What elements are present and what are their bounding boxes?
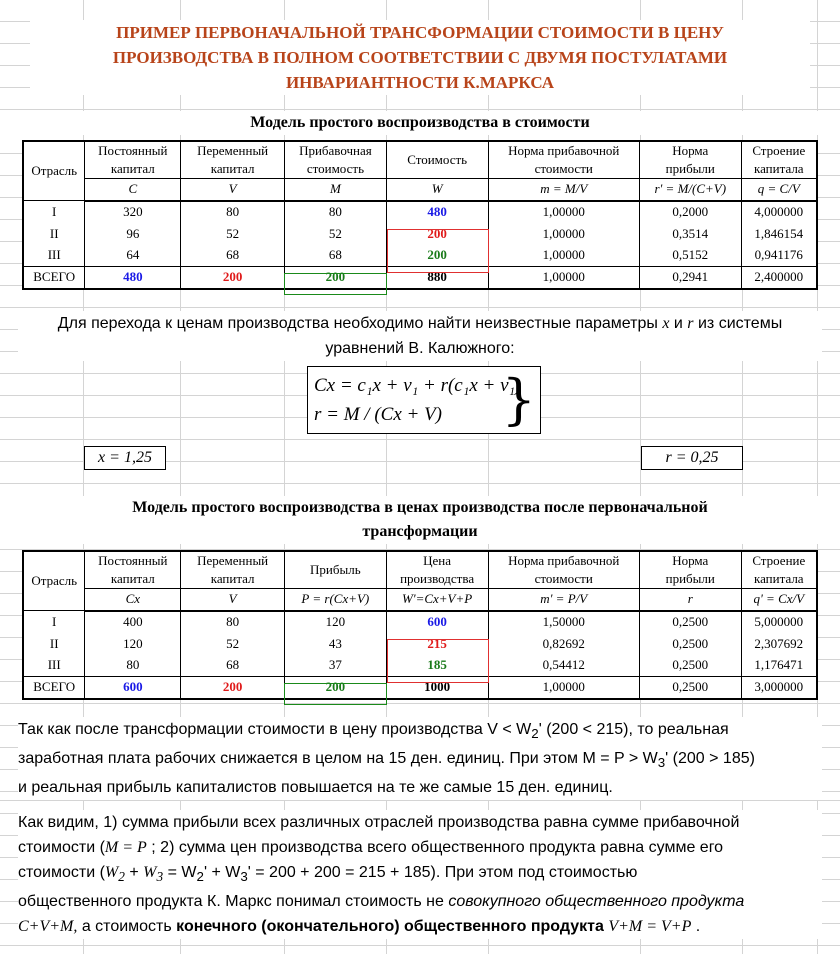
- col-header-constant: Постоянный капитал: [85, 551, 181, 589]
- table-cell: 37: [285, 655, 387, 677]
- equation-line-1: Cx = c₁x + v₁ + r(c₁x + v₁): [314, 375, 522, 396]
- table-cell: III: [23, 245, 85, 267]
- symbol-cell: V: [181, 589, 285, 611]
- table-cell: 64: [85, 245, 181, 267]
- table-cell: ВСЕГО: [23, 677, 85, 699]
- table-cell: 80: [85, 655, 181, 677]
- title-line-3: ИНВАРИАНТНОСТИ К.МАРКСА: [285, 73, 555, 92]
- table-row: [23, 201, 817, 223]
- col-header-surplus-rate: Норма прибавочной стоимости: [488, 551, 639, 589]
- transformation-note: Так как после трансформации стоимости в цену производства $V < W_2'$ (200 < 215), то реальная заработная плата рабочих снижается в целом на 15 ден. единиц. При этом $M = P > W_3'$ (200 > 185) и реальная прибыль капиталистов повышается на те же самые 15 ден. единиц.: [18, 717, 822, 800]
- divider: [0, 800, 840, 801]
- col-header-constant: Постоянный капитал: [85, 141, 181, 179]
- table-row: [23, 245, 817, 267]
- table-cell: 480: [85, 267, 181, 289]
- table-cell: III: [23, 655, 85, 677]
- table-cell: 68: [181, 245, 285, 267]
- conclusion-text: Как видим, 1) сумма прибыли всех различных отраслей производства равна сумме прибавочной стоимости (M = P ; 2) сумма цен производства всего общественного продукта равна сумме его стоимости $(W_2 + W_3 = W_2' + W_3' = 200 + 200 = 215 + 185)$. При этом под стоимостью общественного продукта К. Маркс понимал стоимость не совокупного общественного продукта C+V+M, а стоимость конечного (окончательного) общественного продукта V+M = V+P .: [18, 810, 822, 939]
- col-header-variable: Переменный капитал: [181, 141, 285, 179]
- table-cell: 0,54412: [488, 655, 639, 677]
- table-cell: 0,2941: [639, 267, 741, 289]
- col-header-composition: Строение капитала: [741, 551, 817, 589]
- table-cell: 52: [285, 223, 387, 245]
- table-cell: 1,846154: [741, 223, 817, 245]
- col-header-surplus-rate: Норма прибавочной стоимости: [488, 141, 639, 179]
- table-cell: 0,2500: [639, 633, 741, 655]
- table-cell: 200: [386, 245, 488, 267]
- table-cell: 0,2500: [639, 655, 741, 677]
- col-header-composition: Строение капитала: [741, 141, 817, 179]
- table-cell: 120: [285, 611, 387, 633]
- table-cell: 0,2500: [639, 611, 741, 633]
- col-header-surplus: Прибавочная стоимость: [285, 141, 387, 179]
- table-cell: 2,400000: [741, 267, 817, 289]
- table-cell: II: [23, 633, 85, 655]
- table2-header-row: [23, 551, 817, 589]
- table-row: [23, 611, 817, 633]
- table-cell: 1,00000: [488, 201, 639, 223]
- table-cell: 80: [181, 611, 285, 633]
- table-cell: II: [23, 223, 85, 245]
- symbol-cell: r' = M/(C+V): [639, 179, 741, 201]
- table-cell: 200: [181, 267, 285, 289]
- table-cell: 880: [386, 267, 488, 289]
- table-cell: I: [23, 201, 85, 223]
- col-header-variable: Переменный капитал: [181, 551, 285, 589]
- symbol-cell: V: [181, 179, 285, 201]
- table-cell: 600: [386, 611, 488, 633]
- symbol-cell: m = M/V: [488, 179, 639, 201]
- table1-title: Модель простого воспроизводства в стоимости: [0, 111, 840, 135]
- brace-icon: }: [501, 368, 536, 431]
- equation-system: [307, 366, 541, 434]
- table-cell: 1,50000: [488, 611, 639, 633]
- table-cell: 5,000000: [741, 611, 817, 633]
- table-cell: 1,176471: [741, 655, 817, 677]
- table-cell: 80: [285, 201, 387, 223]
- table-cell: 1,00000: [488, 223, 639, 245]
- table-cell: 68: [285, 245, 387, 267]
- price-model-table: [22, 550, 818, 700]
- table-cell: 52: [181, 633, 285, 655]
- table-cell: 0,3514: [639, 223, 741, 245]
- table-cell: 3,000000: [741, 677, 817, 699]
- table-cell: 0,941176: [741, 245, 817, 267]
- x-value-box: x = 1,25: [84, 446, 166, 470]
- table-cell: 600: [85, 677, 181, 699]
- title-line-2: ПРОИЗВОДСТВА В ПОЛНОМ СООТВЕТСТВИИ С ДВУМЯ ПОСТУЛАТАМИ: [112, 48, 728, 67]
- r-value-box: r = 0,25: [641, 446, 743, 470]
- symbol-cell: P = r(Cx+V): [285, 589, 387, 611]
- table-cell: 200: [181, 677, 285, 699]
- symbol-cell: W: [386, 179, 488, 201]
- table-cell: 0,82692: [488, 633, 639, 655]
- symbol-cell: r: [639, 589, 741, 611]
- equation-line-2: r = M / (Cx + V): [314, 404, 443, 425]
- table-cell: 480: [386, 201, 488, 223]
- table-cell: 4,000000: [741, 201, 817, 223]
- table-cell: 200: [386, 223, 488, 245]
- table-cell: 1,00000: [488, 267, 639, 289]
- table-cell: 185: [386, 655, 488, 677]
- table-cell: 68: [181, 655, 285, 677]
- table-cell: 120: [85, 633, 181, 655]
- table-cell: 1,00000: [488, 245, 639, 267]
- table-row: [23, 655, 817, 677]
- table-row: [23, 633, 817, 655]
- symbol-cell: m' = P/V: [488, 589, 639, 611]
- table-cell: 52: [181, 223, 285, 245]
- symbol-cell: Cx: [85, 589, 181, 611]
- col-header-profit-rate: Норма прибыли: [639, 551, 741, 589]
- table-cell: 320: [85, 201, 181, 223]
- system-intro-text: Для перехода к ценам производства необходимо найти неизвестные параметры x и r из системы уравнений В. Калюжного:: [18, 311, 822, 361]
- table2-title: Модель простого воспроизводства в ценах производства после первоначальной трансформации: [0, 496, 840, 544]
- table-cell: 0,2500: [639, 677, 741, 699]
- table1-header-row: [23, 141, 817, 179]
- page-title: [30, 20, 810, 95]
- col-header-profit: Прибыль: [285, 551, 387, 589]
- col-header-industry: Отрасль: [23, 141, 85, 201]
- table-cell: 96: [85, 223, 181, 245]
- table-total-row: [23, 677, 817, 699]
- value-model-table: [22, 140, 818, 290]
- symbol-cell: C: [85, 179, 181, 201]
- col-header-profit-rate: Норма прибыли: [639, 141, 741, 179]
- table2-symbol-row: [23, 589, 817, 611]
- symbol-cell: W'=Cx+V+P: [386, 589, 488, 611]
- table-cell: 400: [85, 611, 181, 633]
- table-cell: 1,00000: [488, 677, 639, 699]
- table-cell: I: [23, 611, 85, 633]
- title-line-1: ПРИМЕР ПЕРВОНАЧАЛЬНОЙ ТРАНСФОРМАЦИИ СТОИМОСТИ В ЦЕНУ: [116, 23, 724, 42]
- table1-symbol-row: [23, 179, 817, 201]
- table-cell: 200: [285, 677, 387, 699]
- table-cell: 43: [285, 633, 387, 655]
- table-cell: 80: [181, 201, 285, 223]
- symbol-cell: q' = Cx/V: [741, 589, 817, 611]
- col-header-industry: Отрасль: [23, 551, 85, 611]
- table-total-row: [23, 267, 817, 289]
- symbol-cell: M: [285, 179, 387, 201]
- table-cell: 1000: [386, 677, 488, 699]
- symbol-cell: q = C/V: [741, 179, 817, 201]
- col-header-value: Стоимость: [386, 141, 488, 179]
- table-row: [23, 223, 817, 245]
- table-cell: ВСЕГО: [23, 267, 85, 289]
- table-cell: 200: [285, 267, 387, 289]
- table-cell: 215: [386, 633, 488, 655]
- col-header-price: Цена производства: [386, 551, 488, 589]
- table-cell: 0,2000: [639, 201, 741, 223]
- table-cell: 0,5152: [639, 245, 741, 267]
- table-cell: 2,307692: [741, 633, 817, 655]
